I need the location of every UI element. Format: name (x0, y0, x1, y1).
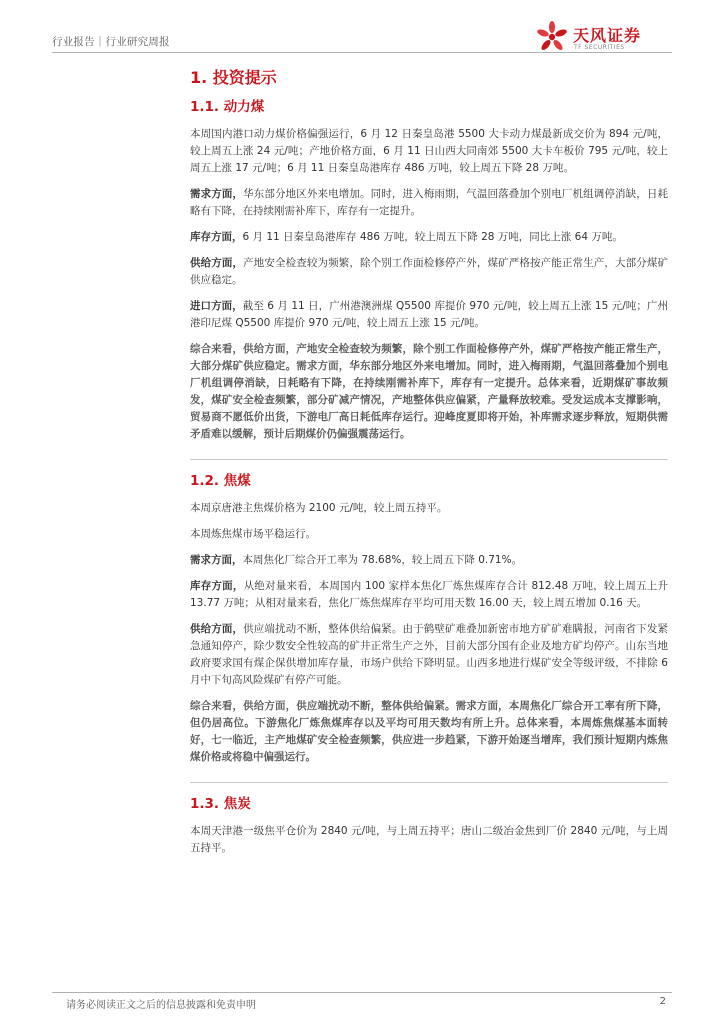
inventory-label: 库存方面， (190, 231, 243, 243)
import-label: 进口方面， (190, 300, 243, 312)
coking-coal-demand-paragraph (190, 552, 668, 569)
company-logo (532, 20, 672, 56)
demand-label: 需求方面， (190, 554, 243, 566)
inventory-label: 库存方面， (190, 580, 244, 592)
subsection-title-coke: 1.3. 焦炭 (190, 796, 251, 812)
supply-text: 产地安全检查较为频繁，除个别工作面检修停产外，煤矿严格按产能正常生产，大部分煤矿供应稳定。 (190, 257, 668, 286)
coking-coal-supply-paragraph (190, 621, 668, 689)
supply-text: 供应端扰动不断，整体供给偏紧。由于鹤壁矿难叠加新密市地方矿矿难瞒报，河南省下发紧急通知停产，除少数安全性较高的矿井正常生产之外，目前大部分国有企业及地方矿均停产。山东当地政府要求国有煤企保供增加库存量，市场户供给下降明显。山西多地进行煤矿安全等级评级，不排除 6 月中下旬高风险煤矿有停产可能。 (190, 623, 668, 686)
page-number: 2 (659, 996, 666, 1007)
coke-price-paragraph: 本周天津港一级焦平仓价为 2840 元/吨，与上周五持平；唐山二级冶金焦到厂价 2840 元/吨，与上周五持平。 (190, 825, 668, 854)
coking-coal-price-paragraph: 本周京唐港主焦煤价格为 2100 元/吨，较上周五持平。 (190, 502, 448, 514)
demand-text: 本周焦化厂综合开工率为 78.68%，较上周五下降 0.71%。 (242, 554, 523, 566)
thermal-coal-supply-paragraph (190, 255, 668, 289)
section-divider (190, 782, 668, 783)
footer-divider (52, 992, 672, 993)
logo-flower-icon (532, 20, 572, 54)
subsection-title-coking-coal: 1.2. 焦煤 (190, 473, 251, 489)
report-category: 行业报告｜行业研究周报 (52, 36, 170, 48)
thermal-coal-inventory-paragraph (190, 229, 668, 246)
coking-coal-market-paragraph: 本周炼焦煤市场平稳运行。 (190, 528, 316, 540)
footer-disclaimer: 请务必阅读正文之后的信息披露和免责申明 (66, 1000, 256, 1011)
thermal-coal-import-paragraph (190, 298, 668, 332)
supply-label: 供给方面， (190, 623, 244, 635)
logo-chinese-name: 天风证券 (573, 26, 642, 45)
demand-label: 需求方面， (190, 188, 244, 200)
import-text: 截至 6 月 11 日，广州港澳洲煤 Q5500 库提价 970 元/吨，较上周五上涨 15 元/吨；广州港印尼煤 Q5500 库提价 970 元/吨，较上周五上涨 15 元/吨。 (190, 300, 668, 329)
demand-text: 华东部分地区外来电增加。同时，进入梅雨期，气温回落叠加个别电厂机组调停消缺，日耗略有下降，在持续刚需补库下，库存有一定提升。 (190, 188, 668, 217)
logo-english-name: TF SECURITIES (574, 44, 625, 51)
section-divider (190, 459, 668, 460)
thermal-coal-summary-paragraph: 综合来看，供给方面，产地安全检查较为频繁，除个别工作面检修停产外，煤矿严格按产能正常生产，大部分煤矿供应稳定。需求方面，华东部分地区外来电增加。同时，进入梅雨期，气温回落叠加个别电厂机组调停消缺，日耗略有下降，在持续刚需补库下，库存有一定提升。总体来看，近期煤矿事故频发，煤矿安全检查频繁，部分矿减产情况，产地整体供应偏紧，产量释放较难。受发运成本支撑影响，贸易商不愿低价出货，下游电厂高日耗低库存运行。迎峰度夏即将开始，补库需求逐步释放，短期供需矛盾难以缓解，预计后期煤价仍偏强震荡运行。 (190, 343, 668, 440)
section-title-investment: 1. 投资提示 (190, 68, 277, 87)
inventory-text: 6 月 11 日秦皇岛港库存 486 万吨，较上周五下降 28 万吨，同比上涨 64 万吨。 (242, 231, 623, 243)
coking-coal-inventory-paragraph (190, 578, 668, 612)
coking-coal-summary-paragraph: 综合来看，供给方面，供应端扰动不断，整体供给偏紧。需求方面，本周焦化厂综合开工率有所下降，但仍居高位。下游焦化厂炼焦煤库存以及平均可用天数均有所上升。总体来看，本周炼焦煤基本面转好，七一临近，主产地煤矿安全检查频繁，供应进一步趋紧，下游开始逐当增库，我们预计短期内炼焦煤价格或将稳中偏强运行。 (190, 700, 668, 763)
inventory-text: 从绝对量来看，本周国内 100 家样本焦化厂炼焦煤库存合计 812.48 万吨，较上周五上升 13.77 万吨；从相对量来看，焦化厂炼焦煤库存平均可用天数 16.00 天，较上周五增加 0.16 天。 (190, 580, 669, 609)
subsection-title-thermal-coal: 1.1. 动力煤 (190, 99, 265, 115)
supply-label: 供给方面， (190, 257, 244, 269)
thermal-coal-price-paragraph: 本周国内港口动力煤价格偏强运行，6 月 12 日秦皇岛港 5500 大卡动力煤最新成交价为 894 元/吨，较上周五上涨 24 元/吨；产地价格方面，6 月 11 日山西大同南郊 5500 大卡车板价 795 元/吨，较上周五上涨 17 元/吨；6 月 11 日秦皇岛港库存 486 万吨，较上周五下降 28 万吨。 (190, 128, 668, 174)
report-body (190, 68, 668, 866)
thermal-coal-demand-paragraph (190, 186, 668, 220)
